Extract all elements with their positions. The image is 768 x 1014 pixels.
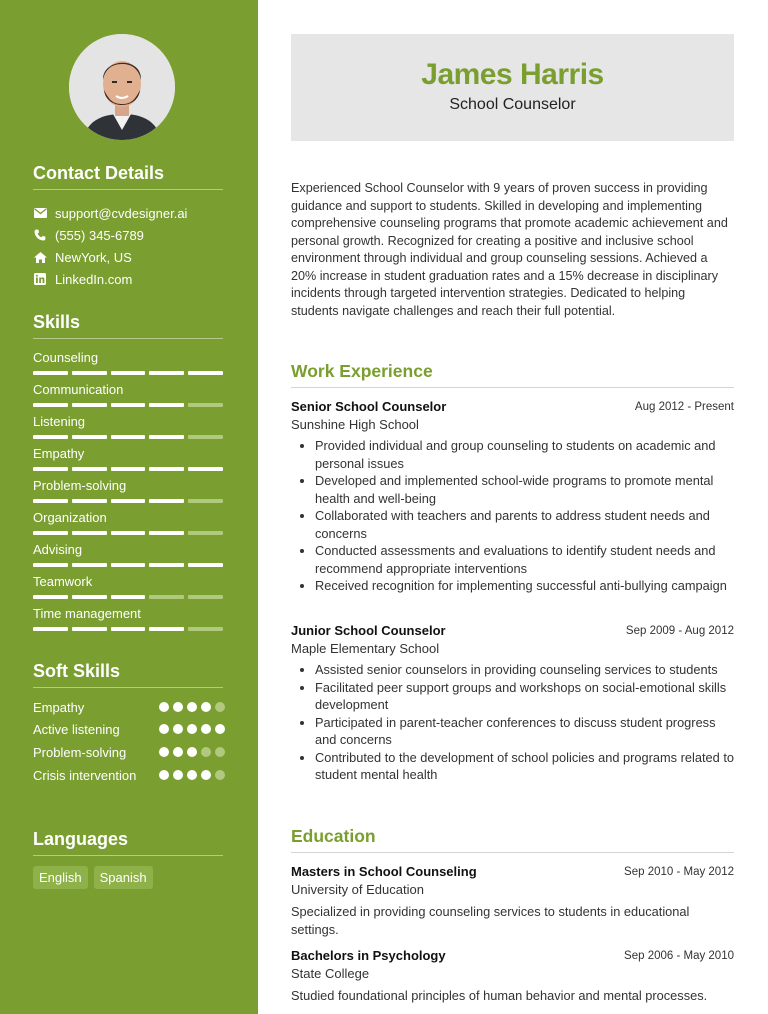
job-company: Maple Elementary School (291, 641, 440, 656)
job-bullet: • Collaborated with teachers and parents to address student needs and concerns (315, 507, 734, 542)
email-icon (33, 206, 47, 220)
rating-dot (187, 747, 197, 757)
language-tag: Spanish (94, 866, 153, 889)
contact-divider (33, 189, 223, 190)
skill-level-segment (188, 371, 223, 375)
profile-summary: Experienced School Counselor with 9 years of proven success in providing guidance and support to students. Skilled in developing and implementing comprehensive counseling programs that promote academic achievement and personal growth. Recognized for creating a positive and inclusive school environment through individual and group counseling sessions. Achieved a 20% increase in student graduation rates and a 15% decrease in disciplinary incidents through targeted intervention strategies. Dedicated to helping students navigate challenges and reach their full potential. (291, 181, 728, 318)
skill-level-segment (149, 531, 184, 535)
skill-level-segment (149, 595, 184, 599)
rating-dot (159, 724, 169, 734)
contact-email-text: support@cvdesigner.ai (55, 205, 188, 221)
skill-level-segment (149, 627, 184, 631)
skill-level-bar (33, 403, 223, 407)
skill-level-segment (188, 467, 223, 471)
soft-skill-name: Crisis intervention (33, 768, 137, 783)
skill-name: Teamwork (33, 574, 93, 589)
rating-dot (159, 770, 169, 780)
skill-level-segment (149, 435, 184, 439)
skill-item (33, 542, 223, 567)
skill-level-segment (72, 499, 107, 503)
education-heading: Education (291, 826, 376, 846)
languages-divider (33, 855, 223, 856)
job-bullets (291, 437, 734, 595)
header (291, 34, 734, 141)
soft-skill-name: Active listening (33, 722, 120, 737)
contact-heading: Contact Details (33, 163, 165, 183)
contact-phone (33, 227, 144, 243)
contact-linkedin[interactable] (33, 271, 132, 287)
rating-dot (173, 702, 183, 712)
soft-skill-rating (159, 702, 225, 712)
candidate-name: James Harris (421, 58, 604, 91)
skill-level-bar (33, 531, 223, 535)
education-degree: Masters in School Counseling (291, 864, 477, 879)
rating-dot (201, 702, 211, 712)
skill-level-segment (72, 435, 107, 439)
rating-dot (201, 747, 211, 757)
skill-level-segment (111, 595, 146, 599)
rating-dot (215, 702, 225, 712)
contact-phone-text: (555) 345-6789 (55, 227, 144, 243)
phone-icon (33, 228, 47, 242)
skill-level-bar (33, 563, 223, 567)
skill-level-segment (33, 435, 68, 439)
skill-item (33, 510, 223, 535)
job-bullet: • Developed and implemented school-wide programs to promote mental health and well-being (315, 472, 734, 507)
skill-level-bar (33, 435, 223, 439)
language-tag: English (33, 866, 88, 889)
skill-level-segment (111, 403, 146, 407)
education-entry (291, 948, 734, 1005)
skill-level-segment (33, 371, 68, 375)
soft-skill-rating (159, 724, 225, 734)
rating-dot (201, 770, 211, 780)
skill-name: Time management (33, 606, 141, 621)
skill-level-segment (33, 499, 68, 503)
skill-level-bar (33, 371, 223, 375)
avatar (69, 34, 175, 140)
languages-heading: Languages (33, 829, 129, 849)
skill-item (33, 478, 223, 503)
job-bullet: • Provided individual and group counseling to students on academic and personal issues (315, 437, 734, 472)
skills-heading: Skills (33, 312, 81, 332)
education-date: Sep 2006 - May 2010 (624, 950, 734, 962)
skill-level-bar (33, 627, 223, 631)
job-bullet: • Conducted assessments and evaluations to identify student needs and recommend appropriate interventions (315, 542, 734, 577)
education-school: State College (291, 966, 370, 981)
linkedin-icon (33, 272, 47, 286)
skill-name: Empathy (33, 446, 85, 461)
soft-skill-item (33, 721, 223, 738)
skill-name: Counseling (33, 350, 99, 365)
job-date: Aug 2012 - Present (634, 401, 734, 413)
soft-skill-item (33, 699, 223, 716)
rating-dot (187, 770, 197, 780)
skill-level-segment (188, 499, 223, 503)
skill-level-segment (33, 467, 68, 471)
candidate-title: School Counselor (449, 96, 576, 113)
education-date: Sep 2010 - May 2012 (624, 866, 734, 878)
skill-level-segment (111, 371, 146, 375)
work-heading: Work Experience (291, 361, 433, 381)
profile-photo (69, 34, 175, 140)
rating-dot (173, 724, 183, 734)
languages-list (33, 866, 153, 889)
skill-name: Communication (33, 382, 124, 397)
job-bullet: • Assisted senior counselors in providing counseling services to students (315, 661, 734, 679)
skill-level-bar (33, 499, 223, 503)
skill-name: Listening (33, 414, 86, 429)
skill-level-segment (72, 531, 107, 535)
skill-level-segment (72, 627, 107, 631)
soft-skill-name: Empathy (33, 700, 85, 715)
rating-dot (173, 770, 183, 780)
contact-linkedin-text[interactable]: LinkedIn.com (55, 271, 133, 287)
work-divider (291, 387, 734, 388)
rating-dot (173, 747, 183, 757)
skill-level-segment (33, 595, 68, 599)
job-bullet: • Contributed to the development of school policies and programs related to student mental health (315, 749, 734, 784)
skill-level-segment (33, 627, 68, 631)
job-bullet: • Facilitated peer support groups and workshops on social-emotional skills development (315, 679, 734, 714)
rating-dot (215, 747, 225, 757)
education-entry (291, 864, 734, 938)
contact-location (33, 249, 132, 265)
soft-skill-rating (159, 747, 225, 757)
skill-item (33, 446, 223, 471)
job-role: Senior School Counselor (291, 399, 447, 414)
skill-item (33, 414, 223, 439)
job-entry (291, 399, 734, 595)
skill-level-segment (188, 435, 223, 439)
job-bullet: • Participated in parent-teacher conferences to discuss student progress and concerns (315, 714, 734, 749)
skill-level-segment (149, 371, 184, 375)
job-entry (291, 623, 734, 784)
skill-level-segment (188, 627, 223, 631)
skill-level-segment (188, 403, 223, 407)
job-company: Sunshine High School (291, 417, 419, 432)
soft-skill-item (33, 767, 223, 784)
education-degree: Bachelors in Psychology (291, 948, 446, 963)
skill-name: Organization (33, 510, 107, 525)
job-role: Junior School Counselor (291, 623, 446, 638)
skill-level-segment (33, 563, 68, 567)
soft-skills-divider (33, 687, 223, 688)
education-description: Specialized in providing counseling services to students in educational settings. (291, 904, 690, 937)
home-icon (33, 250, 47, 264)
skill-level-segment (111, 499, 146, 503)
skill-item (33, 574, 223, 599)
skill-level-segment (111, 627, 146, 631)
skill-name: Advising (33, 542, 83, 557)
soft-skill-item (33, 744, 223, 761)
skill-item (33, 382, 223, 407)
skill-item (33, 606, 223, 631)
soft-skills-heading: Soft Skills (33, 661, 121, 681)
skill-level-segment (149, 467, 184, 471)
soft-skill-rating (159, 770, 225, 780)
skill-level-segment (188, 595, 223, 599)
education-divider (291, 852, 734, 853)
skill-level-segment (72, 403, 107, 407)
skill-level-segment (149, 403, 184, 407)
skill-level-segment (149, 499, 184, 503)
skill-level-segment (188, 531, 223, 535)
skill-level-segment (72, 563, 107, 567)
skill-item (33, 350, 223, 375)
skill-level-segment (111, 531, 146, 535)
skill-level-segment (111, 435, 146, 439)
soft-skill-name: Problem-solving (33, 745, 127, 760)
education-description: Studied foundational principles of human behavior and mental processes. (291, 988, 708, 1003)
skill-level-segment (33, 403, 68, 407)
contact-location-text: NewYork, US (55, 249, 132, 265)
job-bullets (291, 661, 734, 784)
skill-level-segment (72, 595, 107, 599)
skill-level-bar (33, 595, 223, 599)
skill-level-segment (188, 563, 223, 567)
rating-dot (215, 724, 225, 734)
sidebar (0, 0, 258, 1014)
skill-level-segment (111, 467, 146, 471)
skill-name: Problem-solving (33, 478, 127, 493)
rating-dot (187, 724, 197, 734)
skill-level-segment (72, 371, 107, 375)
skill-level-segment (111, 563, 146, 567)
skills-divider (33, 338, 223, 339)
skill-level-segment (149, 563, 184, 567)
job-bullet: • Received recognition for implementing successful anti-bullying campaign (315, 577, 734, 595)
skill-level-segment (33, 531, 68, 535)
job-date: Sep 2009 - Aug 2012 (625, 625, 734, 637)
skill-level-segment (72, 467, 107, 471)
rating-dot (215, 770, 225, 780)
contact-email (33, 205, 187, 221)
skill-level-bar (33, 467, 223, 471)
rating-dot (187, 702, 197, 712)
education-school: University of Education (291, 882, 424, 897)
rating-dot (159, 702, 169, 712)
rating-dot (159, 747, 169, 757)
rating-dot (201, 724, 211, 734)
